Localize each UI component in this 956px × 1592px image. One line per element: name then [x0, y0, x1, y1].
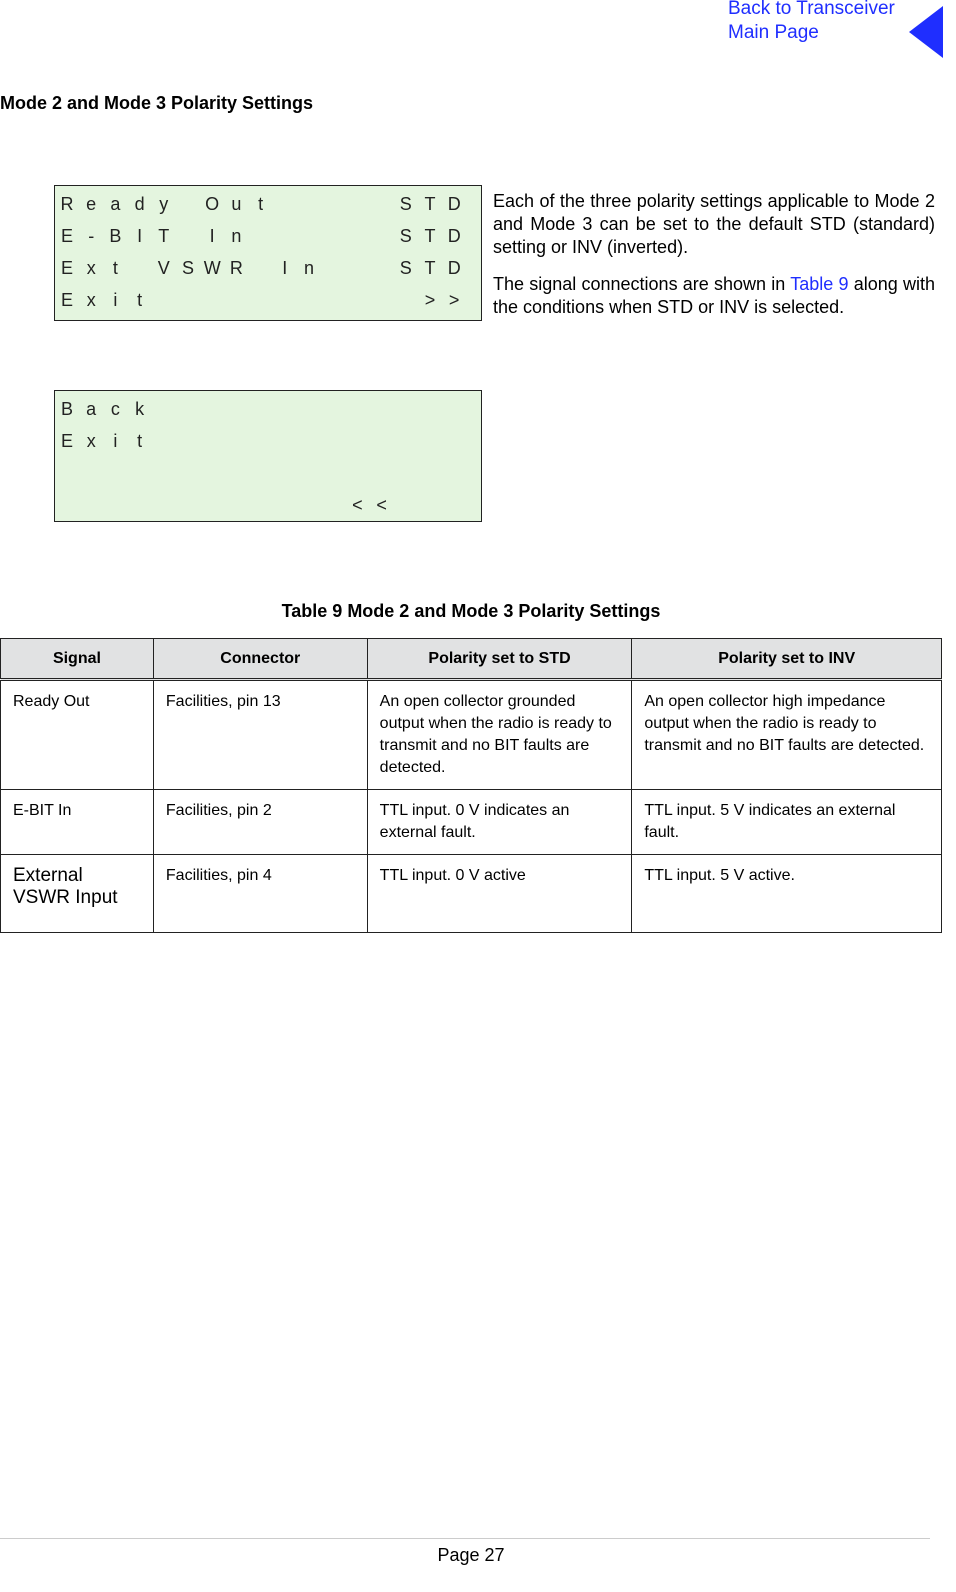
description-text-before: The signal connections are shown in	[493, 274, 791, 294]
lcd-char: >	[448, 290, 460, 310]
lcd-char: d	[134, 194, 145, 214]
lcd-char: D	[447, 194, 461, 214]
lcd-char: I	[209, 226, 215, 246]
section-title: Mode 2 and Mode 3 Polarity Settings	[0, 93, 314, 113]
back-link-line-2[interactable]: Main Page	[728, 22, 819, 43]
lcd-char: T	[158, 226, 170, 246]
page-number: Page 27	[437, 1545, 505, 1565]
table-caption: Table 9 Mode 2 and Mode 3 Polarity Settings	[281, 601, 661, 621]
lcd-char: D	[447, 258, 461, 278]
lcd-char: S	[399, 194, 412, 214]
lcd-char: e	[86, 194, 97, 214]
description-paragraph-2	[493, 273, 935, 319]
lcd-char: t	[112, 258, 118, 278]
lcd-char: a	[86, 399, 97, 419]
header-signal: Signal	[1, 639, 154, 680]
lcd-char: T	[424, 194, 436, 214]
table-row	[1, 855, 942, 933]
lcd-line-1	[55, 194, 481, 220]
lcd-char: R	[229, 258, 243, 278]
cell-std: TTL input. 0 V indicates an external fault.	[367, 790, 632, 855]
lcd-char: <	[376, 495, 387, 515]
lcd-char: S	[399, 258, 412, 278]
polarity-settings-table	[0, 638, 942, 933]
lcd-char: t	[137, 431, 143, 451]
back-to-main-link[interactable]	[728, 0, 918, 45]
lcd-char: i	[113, 431, 118, 451]
description-paragraph-1: Each of the three polarity settings applicable to Mode 2 and Mode 3 can be set to the default STD (standard) setting or INV (inverted).	[493, 191, 935, 257]
footer-divider	[0, 1538, 930, 1539]
cell-inv: TTL input. 5 V indicates an external fault.	[632, 790, 942, 855]
lcd-char: I	[137, 226, 143, 246]
lcd-char: B	[60, 399, 73, 419]
lcd-char: T	[424, 226, 436, 246]
lcd-char: t	[258, 194, 264, 214]
description-text	[493, 190, 935, 333]
lcd-line-1	[55, 399, 481, 425]
cell-inv: An open collector high impedance output when the radio is ready to transmit and no BIT faults are detected.	[632, 680, 942, 790]
lcd-char: -	[88, 226, 95, 246]
lcd-char: R	[60, 194, 74, 214]
cell-signal: External VSWR Input	[1, 855, 154, 933]
lcd-char: <	[352, 495, 363, 515]
cell-connector: Facilities, pin 2	[153, 790, 367, 855]
lcd-char: x	[86, 290, 96, 310]
lcd-char: u	[231, 194, 242, 214]
cell-std: TTL input. 0 V active	[367, 855, 632, 933]
cell-connector: Facilities, pin 13	[153, 680, 367, 790]
lcd-char: x	[86, 258, 96, 278]
lcd-char: E	[60, 431, 73, 451]
lcd-char: W	[203, 258, 221, 278]
lcd-char: k	[135, 399, 145, 419]
table-row	[1, 680, 942, 790]
lcd-char: c	[110, 399, 120, 419]
back-link-line-1[interactable]: Back to Transceiver	[728, 0, 895, 19]
lcd-char: a	[110, 194, 121, 214]
lcd-char: D	[447, 226, 461, 246]
lcd-line-3	[55, 258, 481, 284]
lcd-line-2	[55, 431, 481, 457]
header-connector: Connector	[153, 639, 367, 680]
lcd-screen-polarity-menu	[54, 185, 482, 321]
lcd-line-4	[55, 495, 481, 521]
cell-inv: TTL input. 5 V active.	[632, 855, 942, 933]
cell-signal: Ready Out	[1, 680, 154, 790]
table-header-row	[1, 639, 942, 680]
header-polarity-inv: Polarity set to INV	[632, 639, 942, 680]
lcd-char: y	[159, 194, 169, 214]
lcd-char: T	[424, 258, 436, 278]
lcd-char: t	[137, 290, 143, 310]
cell-std: An open collector grounded output when the radio is ready to transmit and no BIT faults are detected.	[367, 680, 632, 790]
table-9-link[interactable]: Table 9	[790, 274, 849, 294]
description-text-after: along with the conditions when STD or INV is selected.	[493, 274, 935, 317]
lcd-char: V	[157, 258, 170, 278]
lcd-char: B	[109, 226, 122, 246]
lcd-char: E	[60, 258, 73, 278]
left-arrow-icon[interactable]	[907, 4, 947, 60]
lcd-char: S	[399, 226, 412, 246]
table-row	[1, 790, 942, 855]
lcd-char: I	[282, 258, 288, 278]
lcd-char: x	[86, 431, 96, 451]
lcd-screen-back-exit	[54, 390, 482, 522]
lcd-char: >	[424, 290, 436, 310]
cell-connector: Facilities, pin 4	[153, 855, 367, 933]
lcd-char: E	[60, 290, 73, 310]
lcd-char: O	[205, 194, 220, 214]
header-polarity-std: Polarity set to STD	[367, 639, 632, 680]
lcd-line-3	[55, 463, 481, 489]
lcd-char: i	[113, 290, 118, 310]
lcd-char: n	[303, 258, 314, 278]
lcd-char: E	[60, 226, 73, 246]
lcd-line-2	[55, 226, 481, 252]
lcd-char: n	[231, 226, 242, 246]
cell-signal: E-BIT In	[1, 790, 154, 855]
lcd-char: S	[181, 258, 194, 278]
lcd-line-4	[55, 290, 481, 316]
